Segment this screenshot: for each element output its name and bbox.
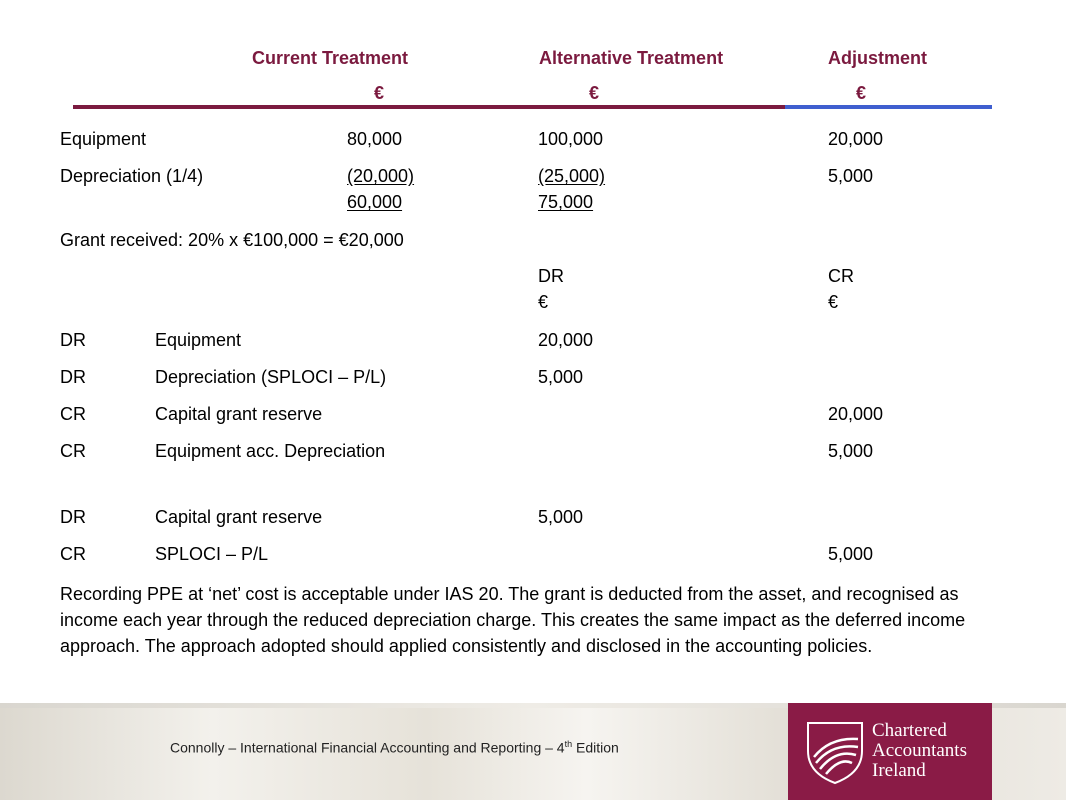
row-net-alternative: 75,000 — [538, 192, 594, 212]
journal-row-2-side: DR — [60, 367, 86, 387]
footer-citation — [170, 739, 619, 756]
row-depreciation-current: (20,000) — [347, 166, 415, 186]
header-rule-accent — [73, 105, 785, 109]
journal-row-5-dr: 5,000 — [538, 507, 584, 527]
logo-line-1: Chartered — [872, 720, 947, 741]
grant-received-line: Grant received: 20% x €100,000 = €20,000 — [60, 230, 404, 250]
logo-line-2: Accountants — [872, 740, 967, 761]
journal-row-1-side: DR — [60, 330, 86, 350]
header-alternative-treatment: Alternative Treatment — [539, 48, 724, 68]
journal-row-1-account: Equipment — [155, 330, 242, 350]
journal-row-5-account: Capital grant reserve — [155, 507, 323, 527]
header-current-treatment: Current Treatment — [252, 48, 409, 68]
journal-row-6-side: CR — [60, 544, 86, 564]
header-rule-blue — [785, 105, 992, 109]
footer-citation-sup: th — [564, 739, 573, 749]
logo-line-3: Ireland — [872, 760, 926, 781]
journal-row-4-account: Equipment acc. Depreciation — [155, 441, 386, 461]
journal-row-4-side: CR — [60, 441, 86, 461]
header-euro-current: € — [374, 83, 385, 103]
row-equipment-adjustment: 20,000 — [828, 129, 884, 149]
header-adjustment: Adjustment — [828, 48, 927, 68]
journal-row-6-account: SPLOCI – P/L — [155, 544, 269, 564]
footer-citation-end: Edition — [572, 739, 619, 756]
chartered-accountants-logo — [788, 703, 992, 800]
journal-row-2-dr: 5,000 — [538, 367, 584, 387]
row-depreciation-label: Depreciation (1/4) — [60, 166, 204, 186]
crest-icon — [800, 717, 870, 787]
explanatory-paragraph: Recording PPE at ‘net’ cost is acceptable under IAS 20. The grant is deducted from the asset, and recognised as income each year through the reduced depreciation charge. This creates the same impact as the deferred income approach. The approach adopted should applied consistently and disclosed in the accounting policies. — [60, 584, 966, 656]
row-net-current: 60,000 — [347, 192, 403, 212]
header-euro-adjustment: € — [856, 83, 867, 103]
row-equipment-current: 80,000 — [347, 129, 403, 149]
journal-row-3-cr: 20,000 — [828, 404, 884, 424]
journal-row-2-account: Depreciation (SPLOCI – P/L) — [155, 367, 387, 387]
row-equipment-alternative: 100,000 — [538, 129, 604, 149]
footer-citation-main: Connolly – International Financial Accounting and Reporting – 4 — [170, 739, 565, 756]
journal-row-1-dr: 20,000 — [538, 330, 594, 350]
journal-cr-euro: € — [828, 292, 839, 312]
journal-row-3-account: Capital grant reserve — [155, 404, 323, 424]
journal-row-4-cr: 5,000 — [828, 441, 874, 461]
journal-row-5-side: DR — [60, 507, 86, 527]
row-depreciation-adjustment: 5,000 — [828, 166, 874, 186]
journal-cr-header: CR — [828, 266, 854, 286]
journal-dr-euro: € — [538, 292, 549, 312]
journal-row-3-side: CR — [60, 404, 86, 424]
row-depreciation-alternative: (25,000) — [538, 166, 606, 186]
header-euro-alternative: € — [589, 83, 600, 103]
journal-dr-header: DR — [538, 266, 564, 286]
logo-wordmark — [872, 721, 967, 781]
journal-row-6-cr: 5,000 — [828, 544, 874, 564]
row-equipment-label: Equipment — [60, 129, 147, 149]
